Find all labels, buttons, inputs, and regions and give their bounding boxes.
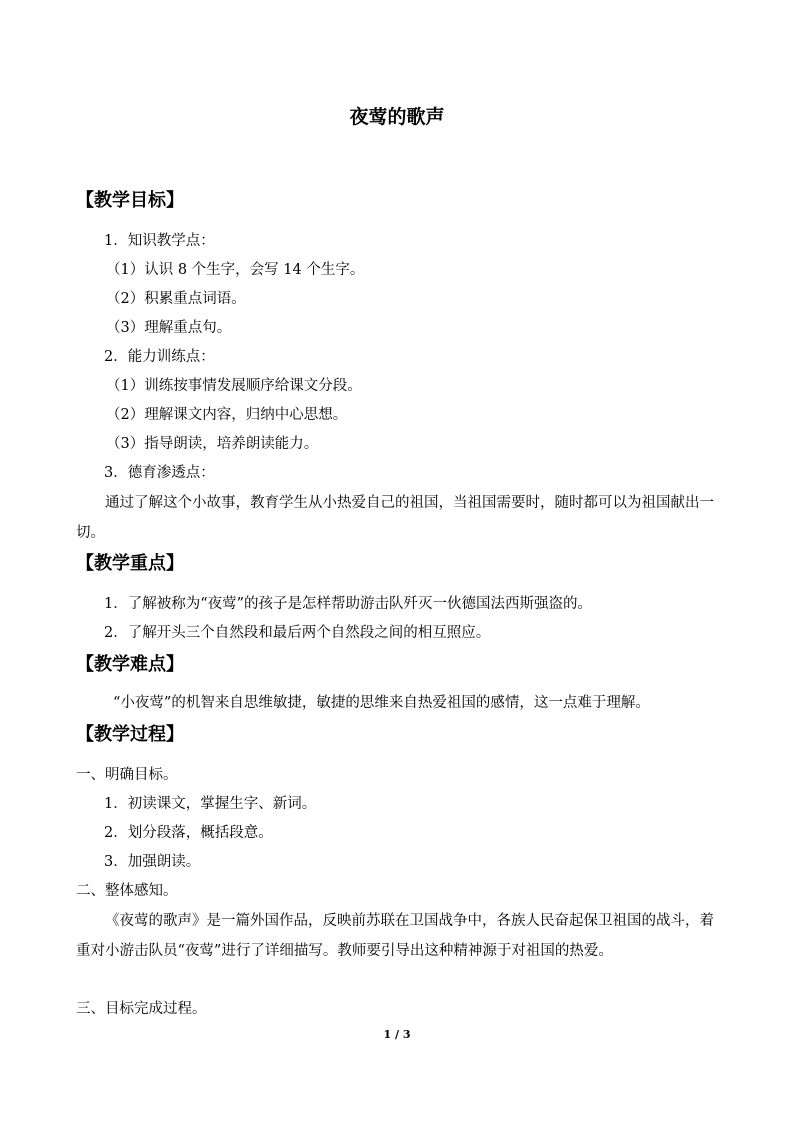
process-step-1-3: 3．加强朗读。 [104, 854, 201, 870]
goal-ability-1: （1）训练按事情发展顺序给课文分段。 [106, 378, 362, 394]
goal-ability-2: （2）理解课文内容，归纳中心思想。 [106, 407, 348, 423]
process-step-2: 二、整体感知。 [76, 883, 178, 899]
heading-difficulties: 【教学难点】 [76, 654, 184, 675]
key-point-2: 2．了解开头三个自然段和最后两个自然段之间的相互照应。 [104, 625, 491, 641]
goal-knowledge-1: （1）认识 8 个生字，会写 14 个生字。 [106, 262, 365, 278]
heading-teaching-goals: 【教学目标】 [76, 190, 184, 211]
process-step-2-text: 《夜莺的歌声》是一篇外国作品，反映前苏联在卫国战争中，各族人民奋起保卫祖国的战斗，着重对小游击队员“夜莺”进行了详细描写。教师要引导出这种精神源于对祖国的热爱。 [76, 913, 714, 959]
goal-ability: 2．能力训练点： [104, 349, 215, 365]
goal-knowledge: 1．知识教学点： [104, 233, 215, 249]
page-indicator: 1 / 3 [383, 1028, 411, 1041]
goal-knowledge-2: （2）积累重点词语。 [106, 291, 246, 307]
process-step-1-2: 2．划分段落，概括段意。 [104, 825, 273, 841]
document-title: 夜莺的歌声 [349, 106, 445, 128]
heading-key-points: 【教学重点】 [76, 553, 184, 574]
goal-knowledge-3: （3）理解重点句。 [106, 320, 232, 336]
goal-moral: 3．德育渗透点： [104, 465, 215, 481]
goal-ability-3: （3）指导朗读，培养朗读能力。 [106, 436, 319, 452]
difficulty-text: “小夜莺”的机智来自思维敏捷，敏捷的思维来自热爱祖国的感情，这一点难于理解。 [113, 695, 650, 711]
key-point-1: 1．了解被称为“夜莺”的孩子是怎样帮助游击队歼灭一伙德国法西斯强盗的。 [104, 596, 593, 612]
goal-moral-text: 通过了解这个小故事，教育学生从小热爱自己的祖国，当祖国需要时，随时都可以为祖国献出一切。 [76, 495, 714, 541]
process-step-1: 一、明确目标。 [76, 767, 178, 783]
process-step-3: 三、目标完成过程。 [76, 1001, 207, 1017]
process-step-1-1: 1．初读课文，掌握生字、新词。 [104, 796, 317, 812]
heading-process: 【教学过程】 [76, 724, 184, 745]
